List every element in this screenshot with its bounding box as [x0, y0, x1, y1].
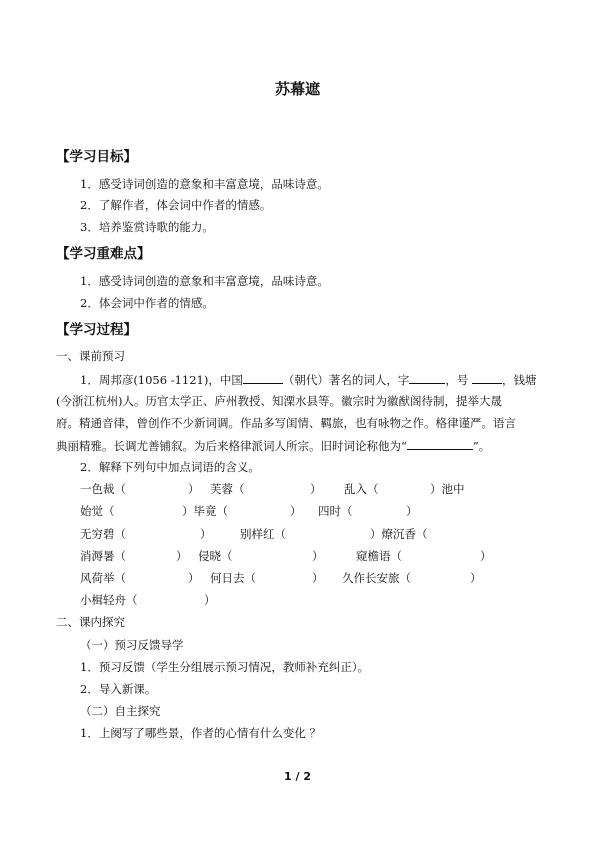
vocab-term: 始觉（	[80, 504, 115, 518]
objective-item: 2．了解作者，体会词中作者的情感。	[80, 198, 272, 212]
document-title: 苏幕遮	[274, 80, 320, 98]
objective-item: 3．培养鉴赏诗歌的能力。	[80, 220, 214, 234]
vocab-close: ）	[310, 482, 322, 496]
key-points-heading: 【学习重难点】	[56, 246, 151, 262]
vocab-close: ）	[188, 482, 200, 496]
vocab-term: 别样红（	[240, 527, 286, 541]
section-preview-heading: 一、课前预习	[56, 349, 125, 363]
dynasty-blank	[243, 371, 283, 384]
page-number: 1 / 2	[284, 770, 311, 783]
key-point-item: 1．感受诗词创造的意象和丰富意境，品味诗意。	[80, 274, 329, 288]
question-1-line-3: 府。精通音律，曾创作不少新词调。作品多写闺情、羁旅，也有咏物之作。格律谨严。语言	[56, 416, 516, 430]
vocab-close: ）	[290, 504, 302, 518]
vocab-close: ）	[312, 549, 324, 563]
vocab-term: 乱入（	[344, 482, 379, 496]
subsection-feedback-heading: （一）预习反馈导学	[80, 638, 184, 652]
vocab-close: ）	[176, 549, 188, 563]
vocab-term: 久作长安旅（	[342, 571, 411, 585]
section-explore-heading: 二、课内探究	[56, 615, 125, 629]
vocab-term: 风荷举（	[80, 571, 126, 585]
question-1-line-4: 典丽精雅。长调尤善铺叙。为后来格律派词人所宗。旧时词论称他为“ ”。	[56, 439, 491, 453]
objective-item: 1．感受诗词创造的意象和丰富意境，品味诗意。	[80, 177, 329, 191]
vocab-term: ）燎沉香（	[370, 527, 428, 541]
vocab-close: ）	[204, 593, 216, 607]
question-1-line-2: (今浙江杭州)人。历官太学正、庐州教授、知溧水县等。徽宗时为徽猷阁待制，提举大晟	[56, 394, 502, 408]
subsection-self-study-heading: （二）自主探究	[80, 704, 161, 718]
vocab-close: ）池中	[430, 482, 465, 496]
vocab-close: ）	[470, 571, 482, 585]
vocab-term: 四时（	[318, 504, 353, 518]
vocab-term: 何日去（	[210, 571, 256, 585]
vocab-term: 芙蓉（	[210, 482, 245, 496]
step-item: 1．预习反馈（学生分组展示预习情况，教师补充纠正）。	[80, 660, 370, 674]
vocab-term: 无穷碧（	[80, 527, 126, 541]
pseudonym-blank	[472, 371, 502, 384]
courtesy-name-blank	[409, 371, 445, 384]
vocab-term: 消溽暑（	[80, 549, 126, 563]
vocab-close: ）	[480, 549, 492, 563]
vocab-term: 一色裁（	[80, 482, 126, 496]
vocab-term: ）毕竟（	[182, 504, 228, 518]
question-1-line-1: 1．周邦彦(1056 -1121)，中国 （朝代）著名的词人，字 ，号 ，钱塘	[80, 373, 537, 387]
question-2: 2．解释下列句中加点词语的含义。	[80, 460, 260, 474]
title-blank	[407, 437, 473, 450]
vocab-close: ）	[188, 571, 200, 585]
step-item: 1．上阕写了哪些景，作者的心情有什么变化 ？	[80, 726, 321, 740]
vocab-close: ）	[406, 504, 418, 518]
key-point-item: 2．体会词中作者的情感。	[80, 296, 214, 310]
vocab-term: 侵晓（	[198, 549, 233, 563]
vocab-term: 小楫轻舟（	[80, 593, 138, 607]
vocab-close: ）	[200, 527, 212, 541]
objectives-heading: 【学习目标】	[56, 149, 137, 165]
process-heading: 【学习过程】	[56, 322, 137, 338]
vocab-term: 窥檐语（	[356, 549, 402, 563]
step-item: 2．导入新课。	[80, 682, 157, 696]
vocab-close: ）	[312, 571, 324, 585]
